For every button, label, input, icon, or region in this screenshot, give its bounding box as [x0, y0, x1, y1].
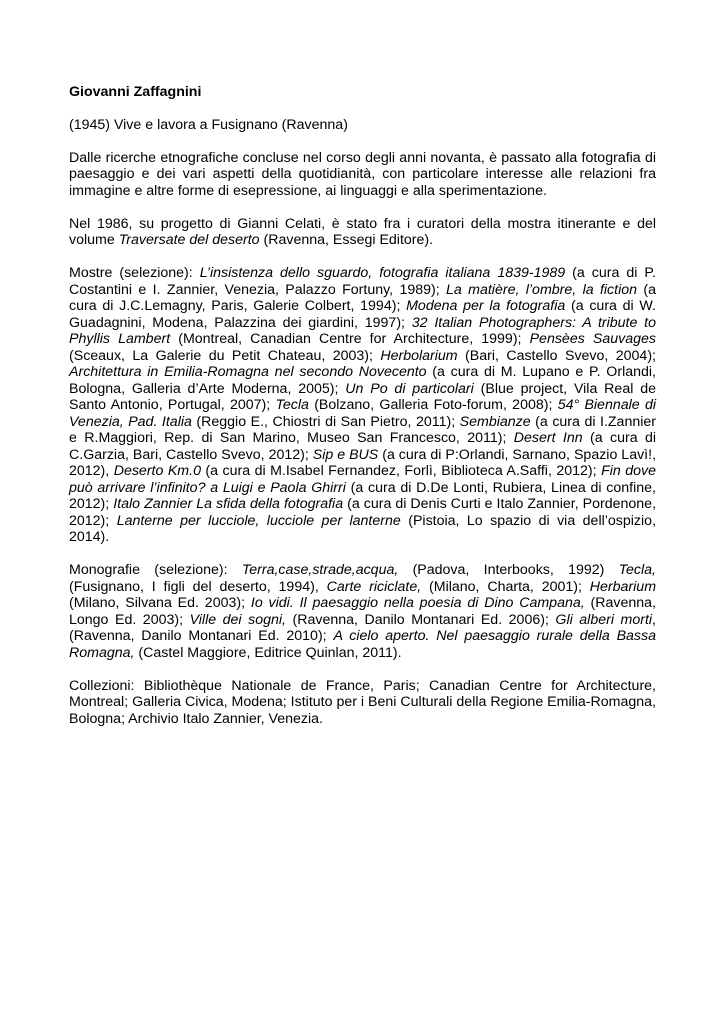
text-run: Monografie (selezione): [69, 562, 242, 578]
italic-title-run: Deserto Km.0 [113, 463, 201, 479]
italic-title-run: L’insistenza dello sguardo, fotografia italiana 1839-1989 [199, 265, 566, 281]
text-run: (a cura di M. Lupano e P. Orlandi, Bologna, Galleria d’Arte Moderna, 2005); [69, 364, 656, 397]
page-title: Giovanni Zaffagnini [69, 84, 202, 100]
text-run: (Montreal, Canadian Centre for Architecture, 1999); [170, 331, 530, 347]
curator-paragraph [69, 216, 656, 249]
italic-title-run: Tecla, [618, 562, 657, 578]
monographs-paragraph [69, 562, 656, 661]
text-run: (Fusignano, I figli del deserto, 1994), [69, 578, 327, 595]
birth-line: (1945) Vive e lavora a Fusignano (Ravenna) [69, 116, 348, 133]
text-run: (Bari, Castello Svevo, 2004); [457, 347, 656, 364]
italic-title-run: 32 Italian Photographers: A tribute to Phyllis Lambert [69, 314, 656, 347]
italic-title-run: Desert Inn [513, 430, 583, 446]
text-run: (Milano, Charta, 2001); [421, 578, 590, 595]
text-run: (a cura di Denis Curti e Italo Zannier, Pordenone, 2012); [69, 496, 657, 529]
text-run: (Ravenna, Longo Ed. 2003); [69, 595, 656, 628]
italic-title-run: Carte riciclate, [326, 578, 422, 595]
italic-title-run: Pensèes Sauvages [529, 331, 656, 347]
text-run: (a cura di J.C.Lemagny, Paris, Galerie Colbert, 1994); [69, 281, 656, 314]
italic-title-run: Fin dove può arrivare l’infinito? a Luigi e Paola Ghirri [69, 463, 657, 496]
italic-title-run: A cielo aperto. Nel paesaggio rurale della Bassa Romagna, [69, 628, 657, 661]
text-run: Nel 1986, su progetto di Gianni Celati, è stato fra i curatori della mostra itinerante e del volume [69, 215, 656, 248]
text-run: (Sceaux, La Galerie du Petit Chateau, 2003); [69, 347, 381, 364]
text-run: (Padova, Interbooks, 1992) [398, 562, 619, 578]
text-run: (Ravenna, Essegi Editore). [259, 232, 434, 248]
italic-title-run: Traversate del deserto [118, 232, 260, 248]
italic-title-run: Terra,case,strade,acqua, [241, 562, 399, 578]
text-run: (a cura di P:Orlandi, Sarnano, Spazio Lavì!, 2012), [69, 446, 657, 479]
text-run: Mostre (selezione): [69, 265, 200, 281]
text-run: (a cura di W. Guadagnini, Modena, Palazzina dei giardini, 1997); [69, 298, 656, 331]
text-run: (a cura di C.Garzia, Bari, Castello Svevo, 2012); [69, 430, 656, 463]
text-run: (Ravenna, Danilo Montanari Ed. 2006); [285, 611, 556, 628]
italic-title-run: Lanterne per lucciole, lucciole per lanterne [116, 512, 401, 529]
exhibitions-paragraph [69, 265, 656, 546]
italic-title-run: Herbolarium [380, 347, 458, 364]
italic-title-run: 54° Biennale di Venezia, Pad. Italia [69, 397, 656, 430]
italic-title-run: Ville dei sogni, [189, 611, 286, 628]
italic-title-run: Tecla [275, 397, 309, 413]
text-run: (Reggio E., Chiostri di San Pietro, 2011); [191, 413, 460, 430]
text-run: (a cura di P. Costantini e I. Zannier, Venezia, Palazzo Fortuny, 1989); [69, 265, 656, 298]
italic-title-run: Sembianze [459, 413, 531, 430]
italic-title-run: Sip e BUS [312, 446, 379, 463]
text-run: (a cura di I.Zannier e R.Maggiori, Rep. di San Marino, Museo San Francesco, 2011); [69, 413, 656, 446]
italic-title-run: Italo Zannier La sfida della fotografia [113, 496, 344, 512]
italic-title-run: Architettura in Emilia-Romagna nel secondo Novecento [69, 364, 427, 380]
text-run: (Milano, Silvana Ed. 2003); [69, 595, 251, 611]
text-run: , (Ravenna, Danilo Montanari Ed. 2010); [69, 611, 656, 644]
text-run: (Castel Maggiore, Editrice Quinlan, 2011). [134, 644, 402, 661]
italic-title-run: Gli alberi morti [555, 611, 653, 628]
intro-paragraph: Dalle ricerche etnografiche concluse nel corso degli anni novanta, è passato alla fotografia di paesaggio e dei vari aspetti della quotidianità, con particolare interesse alle relazioni fra immagine e altre forme di esepressione, ai linguaggi e alla sperimentazione. [69, 149, 656, 199]
document-page [69, 84, 656, 744]
text-run: (Bolzano, Galleria Foto-forum, 2008); [308, 397, 558, 413]
text-run: (Pistoia, Lo spazio di via dell’ospizio, 2014). [69, 512, 657, 545]
italic-title-run: La matière, l’ombre, la fiction [446, 281, 638, 298]
italic-title-run: Io vidi. Il paesaggio nella poesia di Dino Campana, [250, 595, 585, 611]
italic-title-run: Herbarium [589, 578, 657, 595]
italic-title-run: Un Po di particolari [345, 380, 474, 397]
collections-paragraph: Collezioni: Bibliothèque Nationale de France, Paris; Canadian Centre for Architecture, Montreal; Galleria Civica, Modena; Istituto per i Beni Culturali della Regione Emilia-Romagna, Bologna; Archivio Italo Zannier, Venezia. [69, 677, 656, 727]
text-run: (Blue project, Vila Real de Santo Antonio, Portugal, 2007); [69, 380, 656, 413]
text-run: (a cura di D.De Lonti, Rubiera, Linea di confine, 2012); [69, 479, 656, 512]
text-run: (a cura di M.Isabel Fernandez, Forlì, Biblioteca A.Saffi, 2012); [200, 463, 602, 479]
italic-title-run: Modena per la fotografia [406, 298, 566, 314]
